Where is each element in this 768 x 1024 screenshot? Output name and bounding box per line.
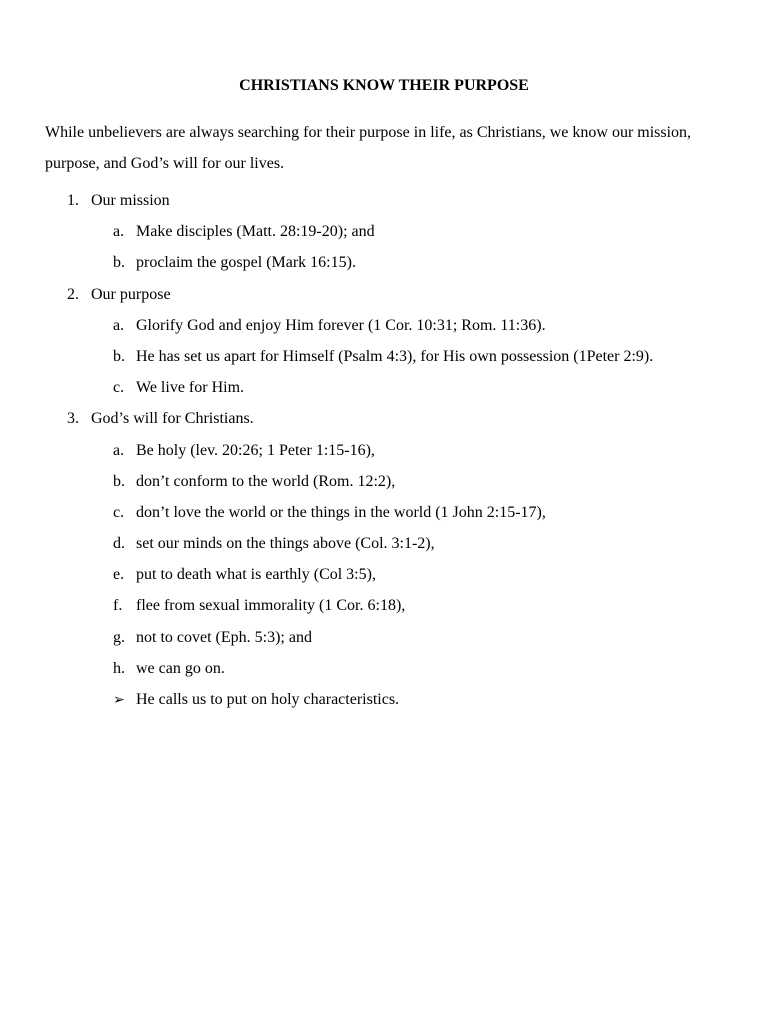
closing-bullet xyxy=(0,687,768,718)
item-text: put to death what is earthly (Col 3:5), xyxy=(136,566,376,584)
section-heading-text: Our purpose xyxy=(91,285,171,303)
list-item xyxy=(0,375,768,406)
item-letter: h. xyxy=(113,659,125,677)
item-text: flee from sexual immorality (1 Cor. 6:18), xyxy=(136,597,406,615)
section-number: 3. xyxy=(67,410,79,428)
item-text: He has set us apart for Himself (Psalm 4:3), for His own possession (1Peter 2:9). xyxy=(136,347,654,365)
list-item xyxy=(0,500,768,531)
item-text: don’t love the world or the things in the world (1 John 2:15-17), xyxy=(136,503,546,521)
item-text: set our minds on the things above (Col. 3:1-2), xyxy=(136,535,435,553)
item-letter: a. xyxy=(113,223,125,241)
item-letter: a. xyxy=(113,316,125,334)
section-heading-text: Our mission xyxy=(91,192,170,209)
list-item xyxy=(0,469,768,500)
list-item xyxy=(0,656,768,687)
item-text: not to covet (Eph. 5:3); and xyxy=(136,628,312,646)
list-item xyxy=(0,562,768,593)
document-title: CHRISTIANS KNOW THEIR PURPOSE xyxy=(239,77,529,94)
closing-bullet-text: He calls us to put on holy characteristics. xyxy=(136,691,400,708)
item-letter: b. xyxy=(113,254,125,272)
item-letter: a. xyxy=(113,441,125,459)
item-letter: c. xyxy=(113,503,125,521)
list-item xyxy=(0,344,768,375)
item-text: don’t conform to the world (Rom. 12:2), xyxy=(136,472,396,490)
item-letter: d. xyxy=(113,535,125,553)
section-heading xyxy=(0,406,768,437)
list-item xyxy=(0,313,768,344)
item-text: Glorify God and enjoy Him forever (1 Cor. 10:31; Rom. 11:36). xyxy=(136,316,546,334)
list-item xyxy=(0,531,768,562)
list-item xyxy=(0,438,768,469)
list-item xyxy=(0,625,768,656)
section-number: 2. xyxy=(67,285,79,303)
outline-list xyxy=(0,188,768,718)
item-letter: e. xyxy=(113,566,125,584)
intro-paragraph: While unbelievers are always searching for their purpose in life, as Christians, we know our mission, purpose, and God’s will for our lives. xyxy=(45,124,692,172)
item-text: we can go on. xyxy=(136,659,225,677)
list-item xyxy=(0,593,768,624)
list-item xyxy=(0,250,768,281)
item-letter: f. xyxy=(113,597,123,615)
item-letter: b. xyxy=(113,347,125,365)
section-number: 1. xyxy=(67,192,79,209)
arrow-bullet-icon: ➢ xyxy=(113,692,125,708)
item-text: Make disciples (Matt. 28:19-20); and xyxy=(136,223,375,241)
section-heading xyxy=(0,188,768,219)
item-letter: c. xyxy=(113,379,125,397)
section-heading-text: God’s will for Christians. xyxy=(91,410,254,428)
section-heading xyxy=(0,282,768,313)
item-text: Be holy (lev. 20:26; 1 Peter 1:15-16), xyxy=(136,441,375,459)
item-letter: g. xyxy=(113,628,125,646)
item-text: We live for Him. xyxy=(136,379,245,397)
item-letter: b. xyxy=(113,472,125,490)
list-item xyxy=(0,219,768,250)
item-text: proclaim the gospel (Mark 16:15). xyxy=(136,254,356,272)
